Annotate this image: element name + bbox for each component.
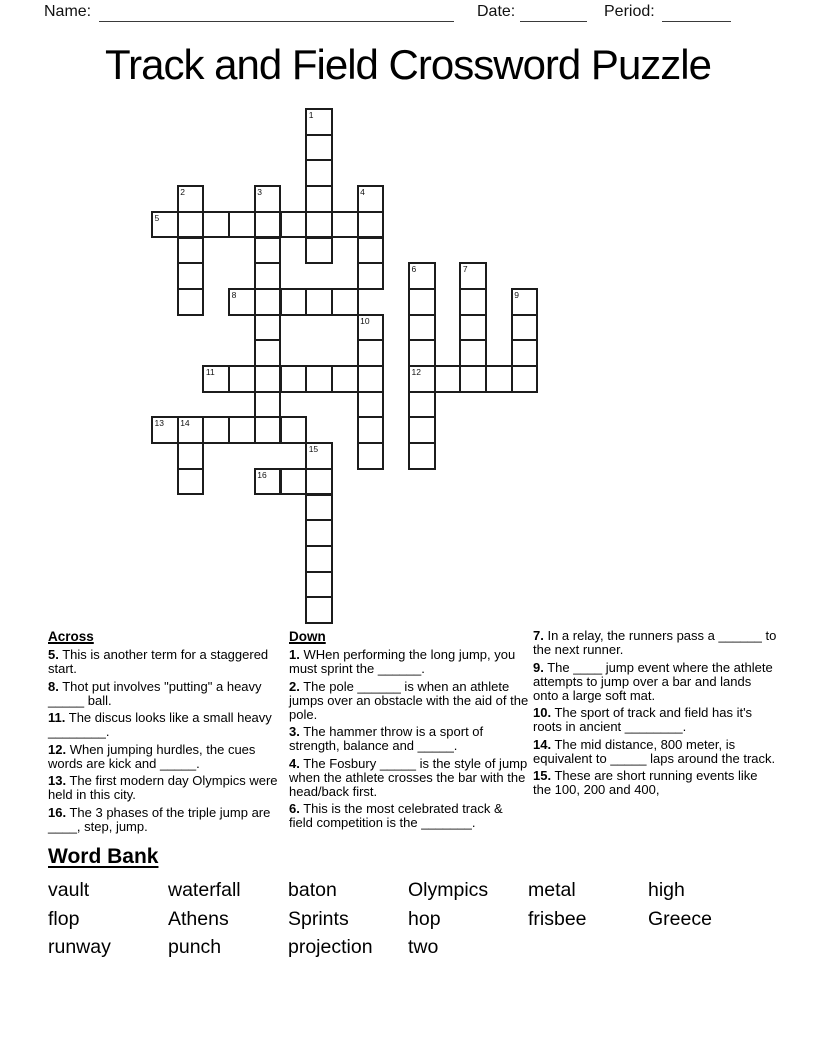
grid-cell xyxy=(305,596,333,624)
grid-cell xyxy=(511,365,539,393)
clue-15 xyxy=(533,769,779,797)
grid-cell xyxy=(459,262,487,290)
grid-cell xyxy=(254,416,282,444)
grid-cell xyxy=(151,416,179,444)
clue-number: 3. xyxy=(289,724,300,739)
clue-8 xyxy=(48,680,286,708)
word-bank-item: flop xyxy=(48,907,80,930)
word-bank-item: two xyxy=(408,936,439,958)
grid-cell xyxy=(408,314,436,342)
grid-cell xyxy=(357,391,385,419)
grid-cell xyxy=(357,416,385,444)
cell-number: 3 xyxy=(257,187,263,198)
word-bank-item: projection xyxy=(288,936,373,958)
clue-number: 16. xyxy=(48,804,67,820)
grid-cell xyxy=(459,339,487,367)
name-blank-line xyxy=(99,20,454,22)
grid-cell xyxy=(331,288,359,316)
clue-number: 13. xyxy=(48,773,67,788)
cell-number: 8 xyxy=(231,289,237,300)
grid-cell xyxy=(254,288,282,316)
grid-cell xyxy=(177,185,205,213)
clue-9 xyxy=(533,661,779,703)
cell-number: 12 xyxy=(411,367,421,377)
word-bank-item: Athens xyxy=(168,907,229,930)
grid-cell xyxy=(511,314,539,342)
grid-cell xyxy=(511,288,539,316)
grid-cell xyxy=(408,288,436,316)
clue-text: When jumping hurdles, the cues words are kick and _____. xyxy=(48,741,256,771)
grid-cell xyxy=(408,262,436,290)
down-clue-list xyxy=(289,648,529,830)
clue-number: 11. xyxy=(48,710,66,725)
grid-cell xyxy=(228,288,256,316)
clue-text: Thot put involves "putting" a heavy _____ ball. xyxy=(48,678,262,708)
grid-cell xyxy=(254,211,282,239)
word-bank-item: Sprints xyxy=(288,907,349,930)
word-bank-item: waterfall xyxy=(168,879,241,901)
cell-number: 11 xyxy=(205,367,215,377)
clue-text: This is the most celebrated track & field competition is the _______. xyxy=(289,801,503,830)
grid-cell xyxy=(357,262,385,290)
clue-4 xyxy=(289,757,529,799)
clue-number: 10. xyxy=(533,705,552,720)
word-bank-section xyxy=(48,845,788,958)
clue-text: The pole ______ is when an athlete jumps over an obstacle with the aid of the pole. xyxy=(289,678,529,722)
grid-cell xyxy=(280,416,308,444)
grid-cell xyxy=(511,339,539,367)
grid-cell xyxy=(177,416,205,444)
cell-number: 4 xyxy=(360,187,365,198)
clue-number: 14. xyxy=(533,736,552,752)
grid-cell xyxy=(254,185,282,213)
grid-cell xyxy=(305,468,333,496)
grid-cell xyxy=(305,108,333,136)
clue-text: The mid distance, 800 meter, is equivalent to _____ laps around the track. xyxy=(533,736,776,766)
grid-cell xyxy=(202,416,230,444)
across-clue-list xyxy=(48,648,286,834)
clue-text: The sport of track and field has it's roots in ancient ________. xyxy=(533,705,753,734)
grid-cell xyxy=(280,468,308,496)
clue-7 xyxy=(533,629,779,657)
cell-number: 6 xyxy=(411,264,417,275)
grid-cell xyxy=(408,365,436,393)
clue-number: 7. xyxy=(533,628,544,643)
grid-cell xyxy=(357,339,385,367)
clue-text: The discus looks like a small heavy ________. xyxy=(48,710,272,739)
clue-text: The first modern day Olympics were held in this city. xyxy=(48,773,278,802)
word-bank-list xyxy=(48,879,788,958)
grid-cell xyxy=(357,237,385,265)
cell-number: 5 xyxy=(154,212,160,223)
clue-text: These are short running events like the 100, 200 and 400, xyxy=(533,768,758,797)
grid-cell xyxy=(305,494,333,522)
clue-text: The ____ jump event where the athlete attempts to jump over a bar and lands onto a large soft mat. xyxy=(533,659,773,703)
down-column-continued xyxy=(533,629,779,801)
grid-cell xyxy=(280,365,308,393)
clue-3 xyxy=(289,725,529,753)
clue-text: In a relay, the runners pass a ______ to the next runner. xyxy=(533,628,777,657)
grid-cell xyxy=(305,545,333,573)
date-blank-line xyxy=(520,20,587,22)
grid-cell xyxy=(357,185,385,213)
clue-6 xyxy=(289,802,529,830)
grid-cell xyxy=(151,211,179,239)
grid-cell xyxy=(177,288,205,316)
grid-cell xyxy=(305,185,333,213)
clue-number: 6. xyxy=(289,801,300,816)
grid-cell xyxy=(177,468,205,496)
across-header: Across xyxy=(48,629,94,644)
grid-cell xyxy=(305,288,333,316)
grid-cell xyxy=(357,211,385,239)
grid-cell xyxy=(408,391,436,419)
clue-number: 12. xyxy=(48,741,67,757)
grid-cell xyxy=(177,262,205,290)
grid-cell xyxy=(485,365,513,393)
grid-cell xyxy=(177,442,205,470)
grid-cell xyxy=(305,211,333,239)
cell-number: 16 xyxy=(257,469,267,480)
clue-14 xyxy=(533,738,779,766)
clue-2 xyxy=(289,680,529,722)
word-bank-item: frisbee xyxy=(528,907,587,930)
grid-cell xyxy=(331,211,359,239)
name-label: Name: xyxy=(44,3,92,20)
clue-text: The hammer throw is a sport of strength, balance and _____. xyxy=(289,724,484,753)
word-bank-item: high xyxy=(648,879,685,901)
grid-cell xyxy=(331,365,359,393)
word-bank-item: vault xyxy=(48,879,90,901)
grid-cell xyxy=(254,262,282,290)
grid-cell xyxy=(254,468,282,496)
grid-cell xyxy=(357,442,385,470)
grid-cell xyxy=(254,365,282,393)
cell-number: 2 xyxy=(180,187,185,198)
clue-16 xyxy=(48,806,286,834)
down-header: Down xyxy=(289,629,326,644)
grid-cell xyxy=(228,365,256,393)
grid-cell xyxy=(408,339,436,367)
clue-5 xyxy=(48,648,286,676)
grid-cell xyxy=(202,211,230,239)
clue-number: 1. xyxy=(289,647,300,662)
clue-text: The 3 phases of the triple jump are ____, step, jump. xyxy=(48,804,271,834)
grid-cell xyxy=(254,339,282,367)
down-column xyxy=(289,629,529,834)
cell-number: 1 xyxy=(308,110,314,120)
word-bank-item: baton xyxy=(288,879,337,901)
grid-cell xyxy=(280,288,308,316)
clue-13 xyxy=(48,774,286,802)
cell-number: 15 xyxy=(308,444,319,455)
clue-number: 4. xyxy=(289,755,300,771)
grid-cell xyxy=(305,519,333,547)
clue-number: 2. xyxy=(289,678,300,694)
grid-cell xyxy=(177,237,205,265)
grid-cell xyxy=(254,314,282,342)
word-bank-item: Olympics xyxy=(408,879,489,901)
clue-number: 15. xyxy=(533,768,552,783)
grid-cell xyxy=(459,288,487,316)
grid-cell xyxy=(305,571,333,599)
clue-1 xyxy=(289,648,529,676)
word-bank-item: hop xyxy=(408,907,441,930)
grid-cell xyxy=(254,237,282,265)
grid-cell xyxy=(459,314,487,342)
grid-cell xyxy=(228,416,256,444)
word-bank-item: metal xyxy=(528,879,576,901)
clue-text: The Fosbury _____ is the style of jump when the athlete crosses the bar with the head/back first. xyxy=(289,755,528,799)
grid-cell xyxy=(408,442,436,470)
grid-cell xyxy=(305,365,333,393)
cell-number: 9 xyxy=(514,289,520,300)
cell-number: 7 xyxy=(462,264,468,275)
grid-cell xyxy=(459,365,487,393)
word-bank-header: Word Bank xyxy=(48,845,159,868)
page-title: Track and Field Crossword Puzzle xyxy=(105,41,711,88)
clue-text: WHen performing the long jump, you must sprint the ______. xyxy=(289,647,516,676)
clue-number: 9. xyxy=(533,659,544,675)
down-clue-list-continued xyxy=(533,629,779,797)
grid-cell xyxy=(228,211,256,239)
grid-cell xyxy=(305,442,333,470)
clue-10 xyxy=(533,706,779,734)
across-column xyxy=(48,629,286,837)
word-bank-item: punch xyxy=(168,936,222,958)
crossword-grid xyxy=(152,109,540,625)
grid-cell xyxy=(305,134,333,162)
grid-cell xyxy=(357,365,385,393)
cell-number: 13 xyxy=(154,418,164,429)
grid-cell xyxy=(254,391,282,419)
grid-cell xyxy=(280,211,308,239)
clue-11 xyxy=(48,711,286,739)
cell-number: 14 xyxy=(180,418,190,429)
word-bank-item: Greece xyxy=(648,907,712,930)
grid-cell xyxy=(305,159,333,187)
grid-cell xyxy=(177,211,205,239)
cell-number: 10 xyxy=(360,315,370,326)
grid-cell xyxy=(305,237,333,265)
clue-12 xyxy=(48,743,286,771)
period-blank-line xyxy=(662,20,731,22)
date-label: Date: xyxy=(477,3,516,20)
grid-cell xyxy=(408,416,436,444)
clue-text: This is another term for a staggered start. xyxy=(48,647,269,676)
clue-number: 8. xyxy=(48,678,59,694)
grid-cell xyxy=(434,365,462,393)
grid-cell xyxy=(202,365,230,393)
word-bank-item: runway xyxy=(48,936,111,958)
clue-number: 5. xyxy=(48,647,59,662)
grid-cell xyxy=(357,314,385,342)
period-label: Period: xyxy=(604,3,655,20)
